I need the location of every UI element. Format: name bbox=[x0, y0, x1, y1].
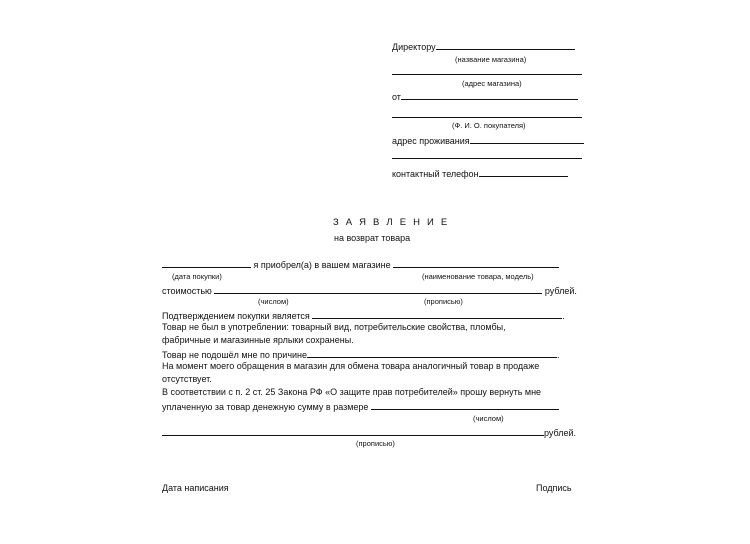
signature-label: Подпись bbox=[536, 483, 572, 493]
store-name-hint: (название магазина) bbox=[455, 55, 527, 64]
store-name-field[interactable] bbox=[436, 40, 575, 50]
reason-label: Товар не подошёл мне по причине bbox=[162, 350, 308, 360]
cost-line bbox=[162, 284, 577, 297]
reason-field[interactable] bbox=[307, 348, 557, 358]
document-subtitle: на возврат товара bbox=[334, 233, 411, 243]
numeric-hint-1: (числом) bbox=[258, 297, 289, 306]
residence-line bbox=[392, 134, 584, 147]
rubles-label-2: рублей. bbox=[544, 428, 577, 438]
director-label: Директору bbox=[392, 42, 436, 52]
store-address-hint: (адрес магазина) bbox=[462, 79, 522, 88]
law-amount-label: уплаченную за товар денежную сумму в размере bbox=[162, 402, 369, 412]
phone-line bbox=[392, 167, 568, 180]
document-title: З А Я В Л Е Н И Е bbox=[333, 217, 450, 228]
product-field[interactable] bbox=[393, 258, 559, 268]
reason-line: Товар не подошёл мне по причине . bbox=[162, 350, 560, 360]
residence-field[interactable] bbox=[470, 134, 584, 144]
residence-label: адрес проживания bbox=[392, 136, 470, 146]
purchase-date-field[interactable] bbox=[162, 258, 251, 268]
product-hint: (наименование товара, модель) bbox=[422, 272, 534, 281]
director-line bbox=[392, 40, 575, 53]
proof-label: Подтверждением покупки является bbox=[162, 311, 310, 321]
date-label: Дата написания bbox=[162, 483, 229, 493]
words-hint-2: (прописью) bbox=[356, 439, 395, 448]
phone-field[interactable] bbox=[479, 167, 568, 177]
store-address-field[interactable] bbox=[392, 74, 582, 75]
no-exchange-line-1: На момент моего обращения в магазин для обмена товара аналогичный товар в продаже bbox=[162, 361, 540, 371]
purchase-line bbox=[162, 258, 559, 271]
residence-field-2[interactable] bbox=[392, 158, 582, 159]
numeric-hint-2: (числом) bbox=[473, 414, 504, 423]
not-used-line-1: Товар не был в употреблении: товарный вид, потребительские свойства, пломбы, bbox=[162, 322, 506, 332]
purchase-date-hint: (дата покупки) bbox=[172, 272, 222, 281]
buyer-name-field-2[interactable] bbox=[392, 117, 582, 118]
purchased-text: я приобрел(а) в вашем магазине bbox=[253, 260, 391, 270]
law-line-2 bbox=[162, 400, 559, 413]
proof-field[interactable] bbox=[312, 309, 562, 319]
buyer-name-hint: (Ф. И. О. покупателя) bbox=[452, 121, 526, 130]
not-used-line-2: фабричные и магазинные ярлыки сохранены. bbox=[162, 335, 354, 345]
words-hint-1: (прописью) bbox=[424, 297, 463, 306]
amount-numeric-field[interactable] bbox=[371, 400, 559, 410]
cost-label: стоимостью bbox=[162, 286, 212, 296]
law-line-1: В соответствии с п. 2 ст. 25 Закона РФ «О защите прав потребителей» прошу вернуть мне bbox=[162, 387, 542, 397]
buyer-name-field[interactable] bbox=[401, 90, 578, 100]
amount-words-field[interactable] bbox=[162, 426, 544, 436]
from-line bbox=[392, 90, 578, 103]
from-label: от bbox=[392, 92, 401, 102]
proof-line: Подтверждением покупки является . bbox=[162, 311, 565, 321]
no-exchange-line-2: отсутствует. bbox=[162, 374, 212, 384]
cost-field[interactable] bbox=[214, 284, 542, 294]
phone-label: контактный телефон bbox=[392, 169, 479, 179]
rubles-label-1: рублей. bbox=[544, 286, 577, 296]
amount-words-line bbox=[162, 426, 576, 439]
